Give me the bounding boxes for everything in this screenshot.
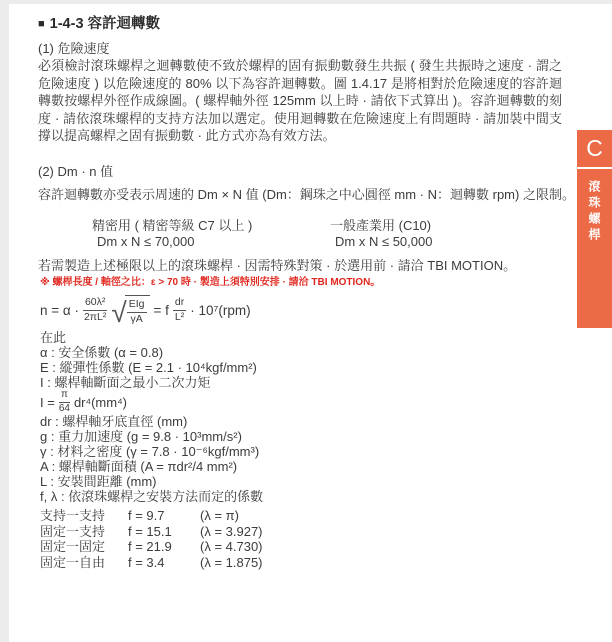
page-left-margin: [0, 0, 9, 642]
subsection-1-heading: (1) 危險速度: [38, 41, 110, 56]
formula-fraction-1: $\frac{\text{60λ²}}{\text{2πL²}}$: [83, 296, 107, 323]
support-row-supported-supported: 支持一支持 f = 9.7 (λ = π): [40, 508, 239, 523]
limit-industrial: [330, 218, 432, 250]
definitions-list: [40, 330, 263, 570]
def-gravity: g : 重力加速度 (g = 9.8 · 10³mm/s²): [40, 429, 242, 444]
def-root-diameter: dr : 螺桿軸牙底直徑 (mm): [40, 414, 188, 429]
square-bullet-icon: ■: [38, 18, 45, 30]
def-moment-inertia: I : 螺桿軸斷面之最小二次力矩: [40, 375, 211, 390]
formula-mid: = f: [153, 302, 169, 318]
section-title: [38, 12, 160, 33]
chapter-side-tab: [577, 130, 612, 328]
formula-rhs: · 10⁷(rpm): [190, 302, 251, 318]
dmn-paragraph: 容許迴轉數亦受表示周速的 Dm × N 值 (Dm：鋼珠之中心圓徑 mm · N：迴轉數 rpm) 之限制。: [38, 187, 575, 202]
limit-industrial-value: Dm x N ≤ 50,000: [335, 234, 433, 249]
def-cross-section: A : 螺桿軸斷面積 (A = πdr²/4 mm²): [40, 459, 238, 474]
formula-sqrt: [111, 295, 149, 328]
subsection-2-heading: (2) Dm · n 值: [38, 164, 114, 179]
page-top-margin: [0, 0, 612, 4]
section-title-text: 1-4-3 容許迴轉數: [49, 16, 161, 32]
formula-sqrt-fraction: $\frac{\text{EIg}}{\gamma A}$: [128, 298, 145, 325]
limit-precision-label: 精密用 ( 精密等級 C7 以上 ): [92, 218, 253, 233]
def-elastic-modulus: E : 縱彈性係數 (E = 2.1 · 10⁴kgf/mm²): [40, 360, 257, 375]
support-row-fixed-fixed: 固定一固定 f = 21.9 (λ = 4.730): [40, 539, 263, 554]
def-mount-distance: L : 安裝間距離 (mm): [40, 474, 157, 489]
limit-precision: [92, 218, 252, 250]
support-row-fixed-supported: 固定一支持 f = 15.1 (λ = 3.927): [40, 523, 263, 539]
inertia-fraction: $\frac{\pi}{64}$: [58, 389, 70, 414]
formula-lhs: n = α ·: [40, 302, 79, 318]
support-row-fixed-free: 固定一自由 f = 3.4 (λ = 1.875): [40, 554, 263, 570]
inertia-formula: I = $\frac{\pi}{64}$ dr⁴(mm⁴): [40, 389, 128, 414]
defs-intro: 在此: [40, 330, 67, 345]
limit-precision-value: Dm x N ≤ 70,000: [97, 234, 195, 249]
formula-fraction-2: $\frac{dr}{\text{L²}}$: [174, 296, 185, 323]
critical-speed-paragraph: 必須檢討滾珠螺桿之迴轉數使不致於螺桿的固有振動數發生共振 ( 發生共振時之速度 · 謂之危險速度 ) 以危險速度的 80% 以下為容許迴轉數。圖 1.4.17 是將相對於危險速度的容許迴轉數按螺桿外徑作成線圖。( 螺桿軸外徑 125mm 以上時 · 請依下式算出 )。容許迴轉數的刻度 · 請依滾珠螺桿的支持方法加以選定。使用迴轉數在危險速度上有問題時 · 請加裝中間支撐以提高螺桿之固有振動數 · 此方式亦為有效方法。: [38, 58, 562, 143]
chapter-letter: C: [577, 130, 612, 169]
def-density: γ : 材料之密度 (γ = 7.8 · 10⁻⁶kgf/mm³): [40, 444, 260, 459]
radical-sign-icon: √: [111, 296, 127, 328]
def-alpha: α : 安全係數 (α = 0.8): [40, 345, 164, 360]
slenderness-warning-note: ※ 螺桿長度 / 軸徑之比：ε > 70 時 · 製造上須特別安排 · 請洽 TBI MOTION。: [40, 277, 381, 288]
limit-industrial-label: 一般產業用 (C10): [330, 218, 432, 233]
support-coefficient-table: [40, 508, 263, 570]
chapter-label: 滾珠螺桿: [587, 180, 601, 244]
critical-speed-formula: [40, 293, 251, 327]
def-mount-coefficients: f, λ : 依滾珠螺桿之安裝方法而定的係數: [40, 489, 264, 504]
contact-note: 若需製造上述極限以上的滾珠螺桿 · 因需特殊對策 · 於選用前 · 請洽 TBI MOTION。: [38, 258, 517, 273]
